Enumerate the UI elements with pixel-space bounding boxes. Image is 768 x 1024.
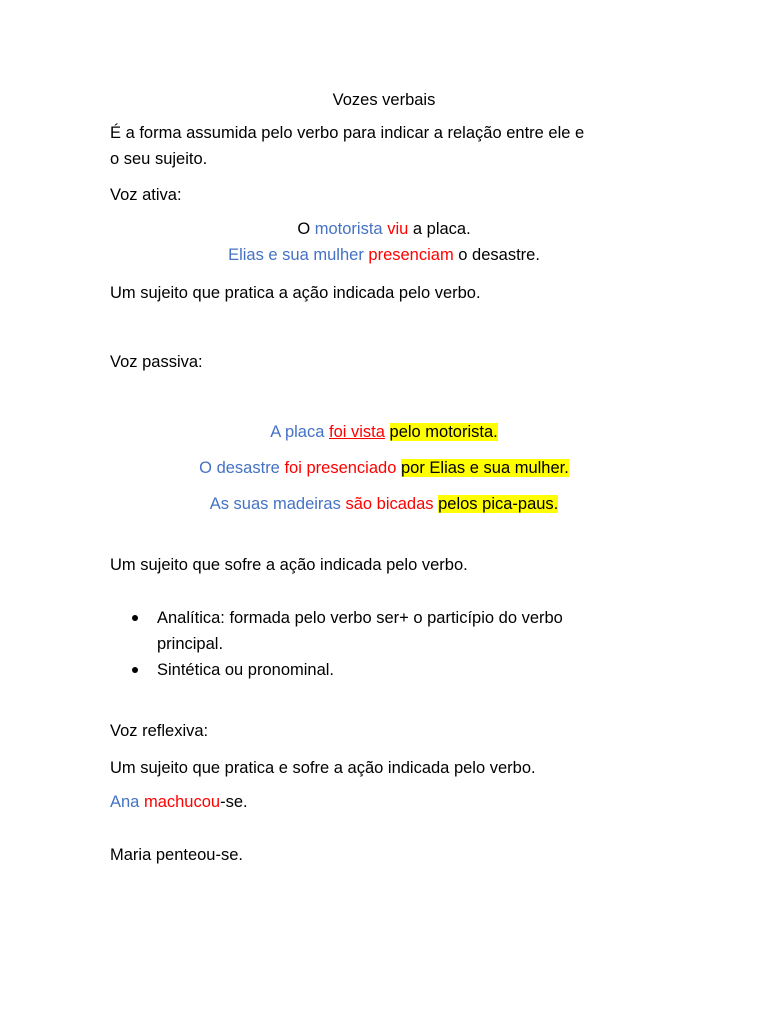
bullet-icon	[132, 615, 138, 621]
text: O	[297, 220, 315, 238]
bullet-item-analitica-line-2: principal.	[157, 635, 224, 653]
reflexive-explanation: Um sujeito que pratica e sofre a ação indicada pelo verbo.	[110, 759, 536, 777]
agent: por Elias e sua mulher.	[400, 459, 569, 477]
agent: pelos pica-paus.	[438, 495, 559, 513]
text: -se.	[220, 793, 248, 811]
text	[385, 423, 390, 441]
passive-example-3	[0, 491, 768, 517]
subject: O desastre	[199, 459, 280, 477]
verb: machucou	[143, 793, 221, 811]
verb: presenciam	[368, 246, 454, 264]
subject: Ana	[110, 793, 140, 811]
reflexive-example-2: Maria penteou-se.	[110, 846, 243, 864]
verb: são bicadas	[345, 495, 434, 513]
passive-voice-heading: Voz passiva:	[110, 353, 203, 371]
subject: motorista	[314, 220, 383, 238]
page-title: Vozes verbais	[332, 91, 436, 109]
subject: A placa	[270, 423, 325, 441]
bullet-item-analitica-line-1: Analítica: formada pelo verbo ser+ o particípio do verbo	[157, 609, 563, 627]
active-voice-heading: Voz ativa:	[110, 186, 182, 204]
verb: foi presenciado	[284, 459, 397, 477]
reflexive-example-1	[110, 789, 670, 815]
text: a placa.	[408, 220, 471, 238]
text: o desastre.	[453, 246, 540, 264]
reflexive-voice-heading: Voz reflexiva:	[110, 722, 209, 740]
definition-line-1: É a forma assumida pelo verbo para indicar a relação entre ele e	[110, 124, 585, 142]
passive-example-2	[0, 455, 768, 481]
passive-explanation: Um sujeito que sofre a ação indicada pelo verbo.	[110, 556, 468, 574]
verb: foi vista	[328, 423, 385, 441]
bullet-icon	[132, 667, 138, 673]
bullet-item-sintetica: Sintética ou pronominal.	[157, 661, 335, 679]
passive-example-1	[0, 419, 768, 445]
definition-line-2: o seu sujeito.	[110, 150, 208, 168]
agent: pelo motorista.	[389, 423, 498, 441]
active-explanation: Um sujeito que pratica a ação indicada pelo verbo.	[110, 284, 481, 302]
subject: Elias e sua mulher	[228, 246, 364, 264]
active-example-2	[0, 242, 768, 268]
active-example-1	[0, 216, 768, 242]
verb: viu	[387, 220, 409, 238]
subject: As suas madeiras	[209, 495, 341, 513]
